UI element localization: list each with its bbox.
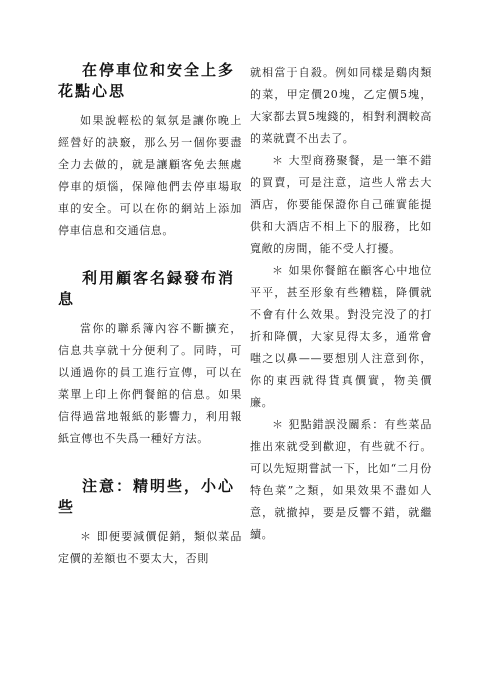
heading-parking-safety: 在停車位和安全上多花點心思 [58, 61, 236, 100]
paragraph-price-difference: ＊ 即便要減價促銷，類似菜品定價的差額也不要太大，否則 [58, 530, 242, 565]
left-column [58, 60, 242, 570]
paragraph-continued: 就相當于自殺。例如同樣是鷄肉類的菜，甲定價20塊，乙定價5塊，大家都去買5塊錢的，相對利潤較高的菜就賣不出去了。 [250, 66, 432, 145]
paragraph-mistakes-ok: ＊ 犯點錯誤没關系：有些菜品推出來就受到歡迎，有些就不行。可以先短期嘗試一下，比如“二月份特色菜”之類，如果效果不盡如人意，就撤掉，要是反響不錯，就繼續。 [250, 418, 432, 541]
paragraph-parking-safety: 如果說輕松的氣氛是讓你晚上經營好的訣竅，那么另一個你要盡全力去做的，就是讓顧客免去無處停車的煩惱，保障他們去停車場取車的安全。可以在你的網站上添加停車信息和交通信息。 [58, 114, 242, 237]
heading-be-careful: 注意：精明些，小心些 [58, 477, 236, 516]
paragraph-business-dinner: ＊ 大型商務聚餐，是一筆不錯的買賣，可是注意，這些人常去大酒店，你要能保證你自己確實能提供和大酒店不相上下的服務，比如寬敞的房間，能不受人打擾。 [250, 154, 432, 255]
paragraph-discount-effect: ＊ 如果你餐館在顧客心中地位平平，甚至形象有些糟糕，降價就不會有什么效果。對没完没了的打折和降價，大家見得太多，通常會嗤之以鼻——要想別人注意到你，你的東西就得貨真價實，物美價廉。 [250, 264, 432, 409]
paragraph-customer-list: 當你的聯系簿內容不斷擴充，信息共享就十分便利了。同時，可以通過你的員工進行宣傳，可以在菜單上印上你們餐館的信息。如果信得過當地報紙的影響力，利用報紙宣傳也不失爲一種好方法。 [58, 322, 242, 445]
heading-customer-list: 利用顧客名録發布消息 [58, 269, 236, 308]
right-column [250, 62, 432, 546]
